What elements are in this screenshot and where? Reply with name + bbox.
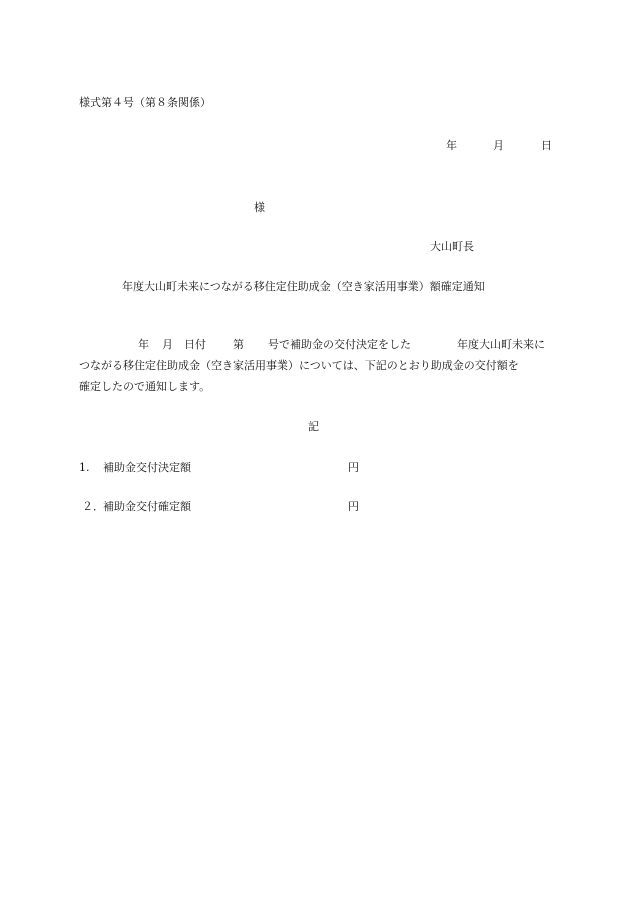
item-unit: 円 bbox=[348, 461, 359, 474]
date-month-label: 月 bbox=[493, 139, 504, 152]
body-line2: つながる移住定住助成金（空き家活用事業）については、下記のとおり助成金の交付額を bbox=[79, 359, 519, 372]
body-line3: 確定したので通知します。 bbox=[79, 380, 211, 393]
body-number-prefix: 第 bbox=[233, 338, 244, 351]
date-day-label: 日 bbox=[541, 139, 552, 152]
issuer-name: 大山町長 bbox=[430, 240, 474, 253]
ki-heading: 記 bbox=[308, 420, 319, 433]
recipient-honorific: 様 bbox=[254, 201, 265, 214]
item-label: 補助金交付確定額 bbox=[103, 500, 191, 513]
body-line1-tail: 年度大山町未来に bbox=[457, 338, 545, 351]
item-label: 補助金交付決定額 bbox=[103, 461, 191, 474]
body-day: 日付 bbox=[184, 338, 206, 351]
item-number: 1. bbox=[79, 461, 90, 474]
date-year-label: 年 bbox=[446, 139, 457, 152]
body-number-suffix: 号で補助金の交付決定をした bbox=[268, 338, 411, 351]
document-title: 年度大山町未来につながる移住定住助成金（空き家活用事業）額確定通知 bbox=[122, 280, 485, 293]
form-number: 様式第４号（第８条関係） bbox=[79, 96, 211, 109]
body-year: 年 bbox=[138, 338, 149, 351]
body-month: 月 bbox=[162, 338, 173, 351]
item-unit: 円 bbox=[348, 500, 359, 513]
item-number: ２． bbox=[82, 500, 104, 513]
